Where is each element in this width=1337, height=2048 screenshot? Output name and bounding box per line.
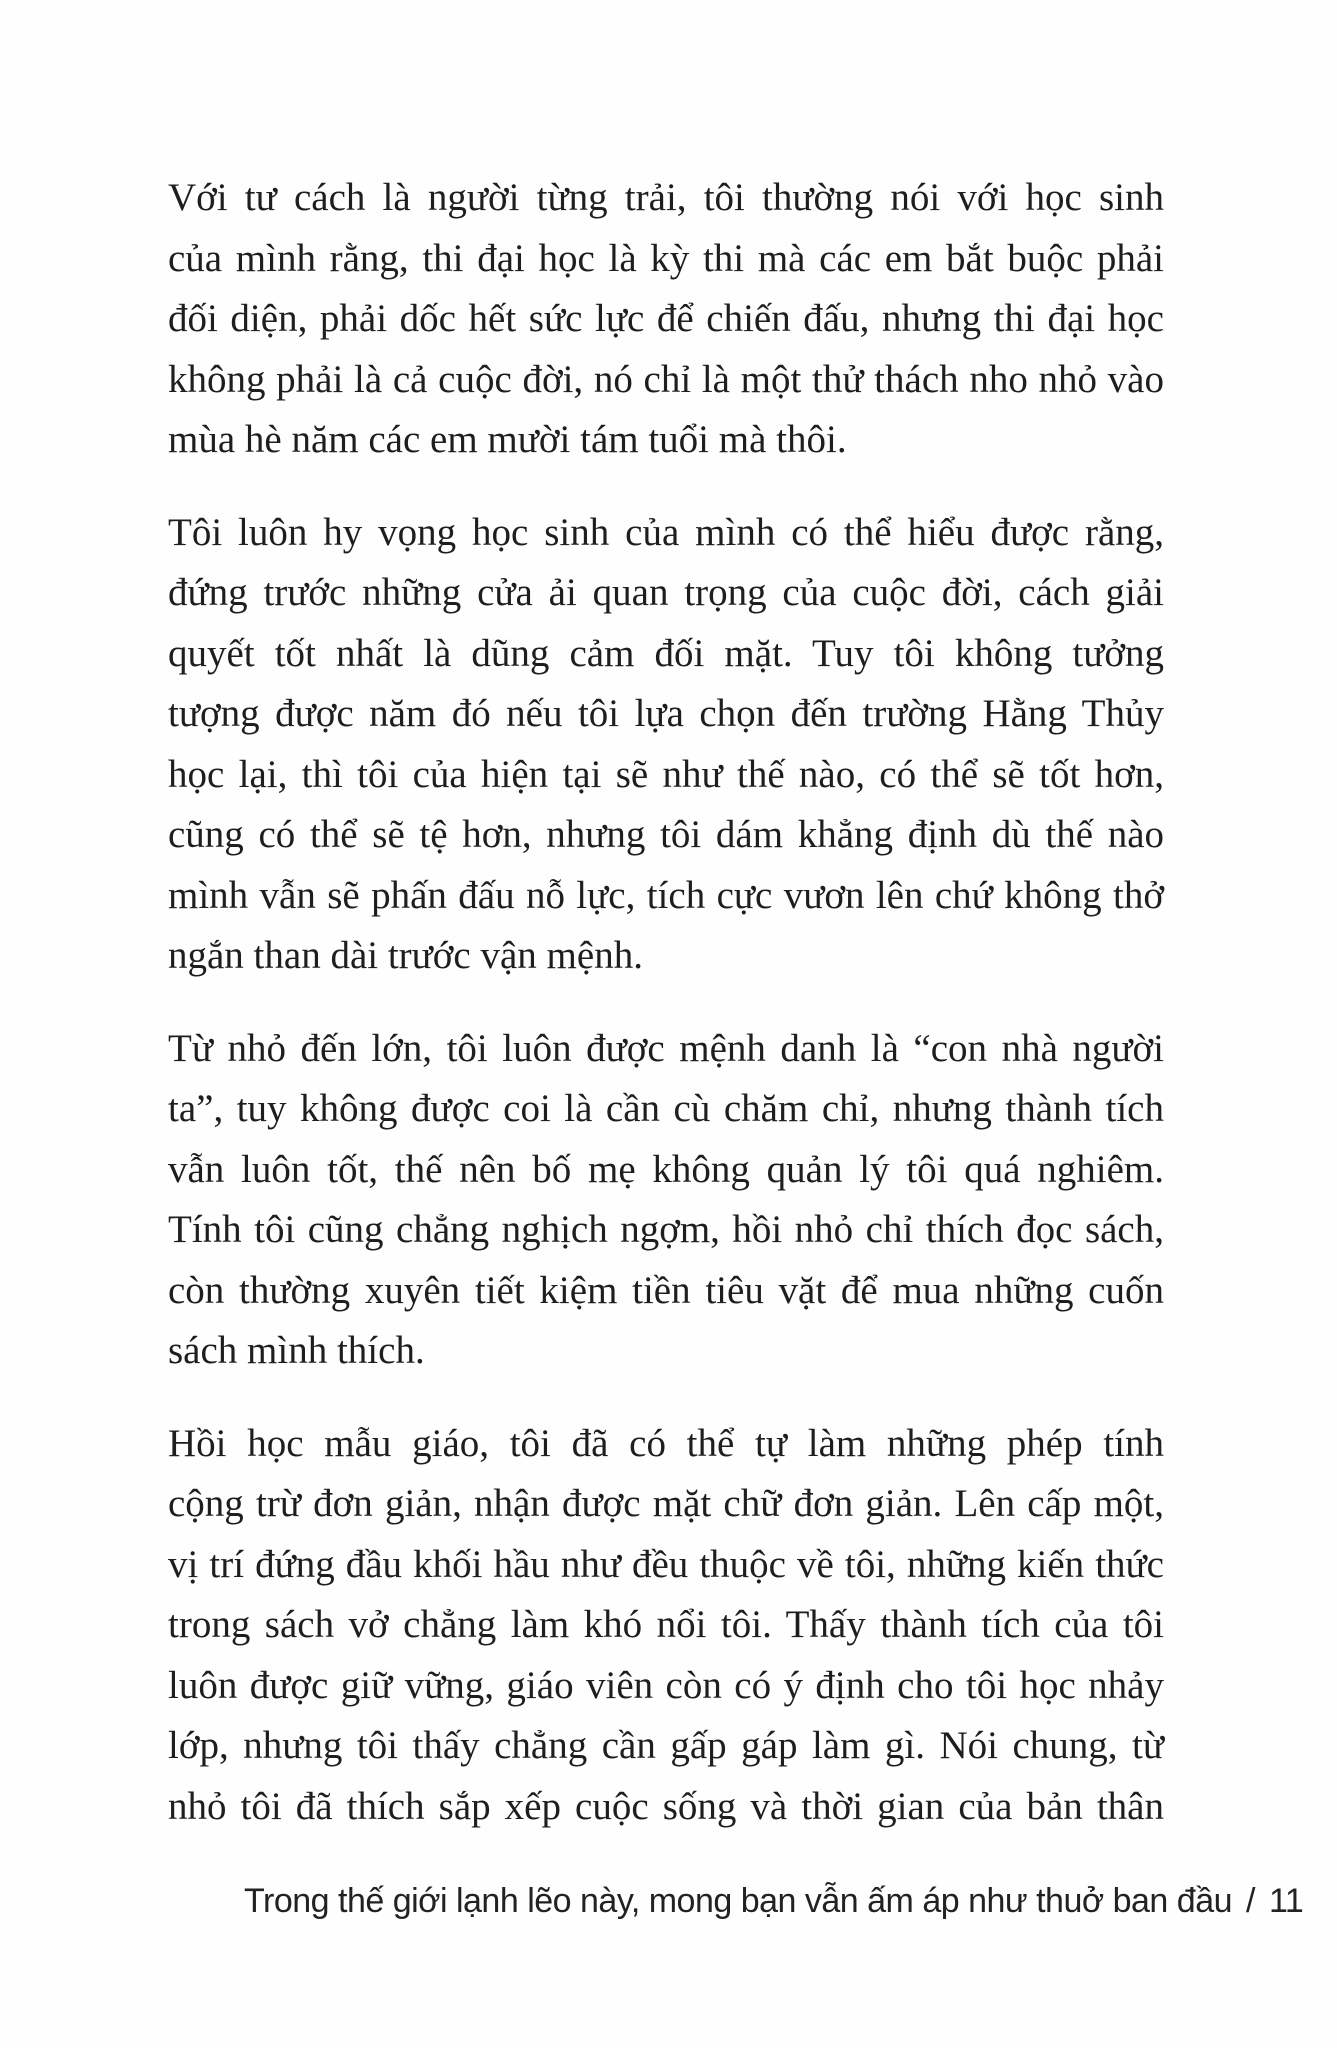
text-line: Hồi học mẫu giáo, tôi đã có thể tự làm những phép tính bbox=[168, 1421, 1164, 1465]
footer-separator: / bbox=[1246, 1882, 1255, 1920]
page-number: 11 bbox=[1268, 1882, 1304, 1920]
running-title: Trong thế giới lạnh lẽo này, mong bạn vẫn ấm áp như thuở ban đầu bbox=[244, 1882, 1233, 1920]
text-line: Tính tôi cũng chẳng nghịch ngợm, hồi nhỏ chỉ thích đọc sách, bbox=[168, 1208, 1164, 1251]
text-line: mùa hè năm các em mười tám tuổi mà thôi. bbox=[168, 418, 847, 461]
text-line: không phải là cả cuộc đời, nó chỉ là một thử thách nho nhỏ vào bbox=[168, 357, 1164, 401]
paragraph-2 bbox=[168, 503, 1164, 987]
text-line: đứng trước những cửa ải quan trọng của cuộc đời, cách giải bbox=[168, 571, 1164, 614]
text-line: luôn được giữ vững, giáo viên còn có ý định cho tôi học nhảy bbox=[168, 1663, 1164, 1707]
text-line: ta”, tuy không được coi là cần cù chăm chỉ, nhưng thành tích bbox=[168, 1087, 1164, 1130]
paragraph-4 bbox=[168, 1414, 1164, 1838]
text-line: học lại, thì tôi của hiện tại sẽ như thế nào, có thể sẽ tốt hơn, bbox=[168, 752, 1164, 796]
text-line: ngắn than dài trước vận mệnh. bbox=[168, 934, 643, 977]
text-line: trong sách vở chẳng làm khó nổi tôi. Thấy thành tích của tôi bbox=[168, 1603, 1164, 1646]
paragraph-1 bbox=[168, 168, 1164, 471]
text-line: quyết tốt nhất là dũng cảm đối mặt. Tuy tôi không tưởng bbox=[168, 631, 1164, 675]
text-line: nhỏ tôi đã thích sắp xếp cuộc sống và thời gian của bản thân bbox=[168, 1784, 1164, 1828]
body-text bbox=[168, 168, 1164, 1869]
paragraph-3 bbox=[168, 1019, 1164, 1382]
text-line: tượng được năm đó nếu tôi lựa chọn đến trường Hằng Thủy bbox=[168, 692, 1164, 735]
text-line: vị trí đứng đầu khối hầu như đều thuộc về tôi, những kiến thức bbox=[168, 1542, 1164, 1586]
text-line: lớp, nhưng tôi thấy chẳng cần gấp gáp làm gì. Nói chung, từ bbox=[168, 1724, 1164, 1767]
text-line: cũng có thể sẽ tệ hơn, nhưng tôi dám khẳng định dù thế nào bbox=[168, 813, 1164, 856]
text-line: cộng trừ đơn giản, nhận được mặt chữ đơn giản. Lên cấp một, bbox=[168, 1482, 1164, 1525]
text-line: vẫn luôn tốt, thế nên bố mẹ không quản lý tôi quá nghiêm. bbox=[168, 1147, 1164, 1191]
text-line: sách mình thích. bbox=[168, 1329, 425, 1372]
text-line: đối diện, phải dốc hết sức lực để chiến đấu, nhưng thi đại học bbox=[168, 297, 1164, 340]
text-line: của mình rằng, thi đại học là kỳ thi mà các em bắt buộc phải bbox=[168, 236, 1164, 280]
text-line: còn thường xuyên tiết kiệm tiền tiêu vặt để mua những cuốn bbox=[168, 1268, 1164, 1312]
text-line: Tôi luôn hy vọng học sinh của mình có thể hiểu được rằng, bbox=[168, 510, 1164, 554]
text-line: Từ nhỏ đến lớn, tôi luôn được mệnh danh là “con nhà người bbox=[168, 1026, 1164, 1070]
text-line: Với tư cách là người từng trải, tôi thường nói với học sinh bbox=[168, 176, 1164, 219]
text-line: mình vẫn sẽ phấn đấu nỗ lực, tích cực vươn lên chứ không thở bbox=[168, 873, 1164, 917]
running-footer bbox=[244, 1882, 1304, 1921]
